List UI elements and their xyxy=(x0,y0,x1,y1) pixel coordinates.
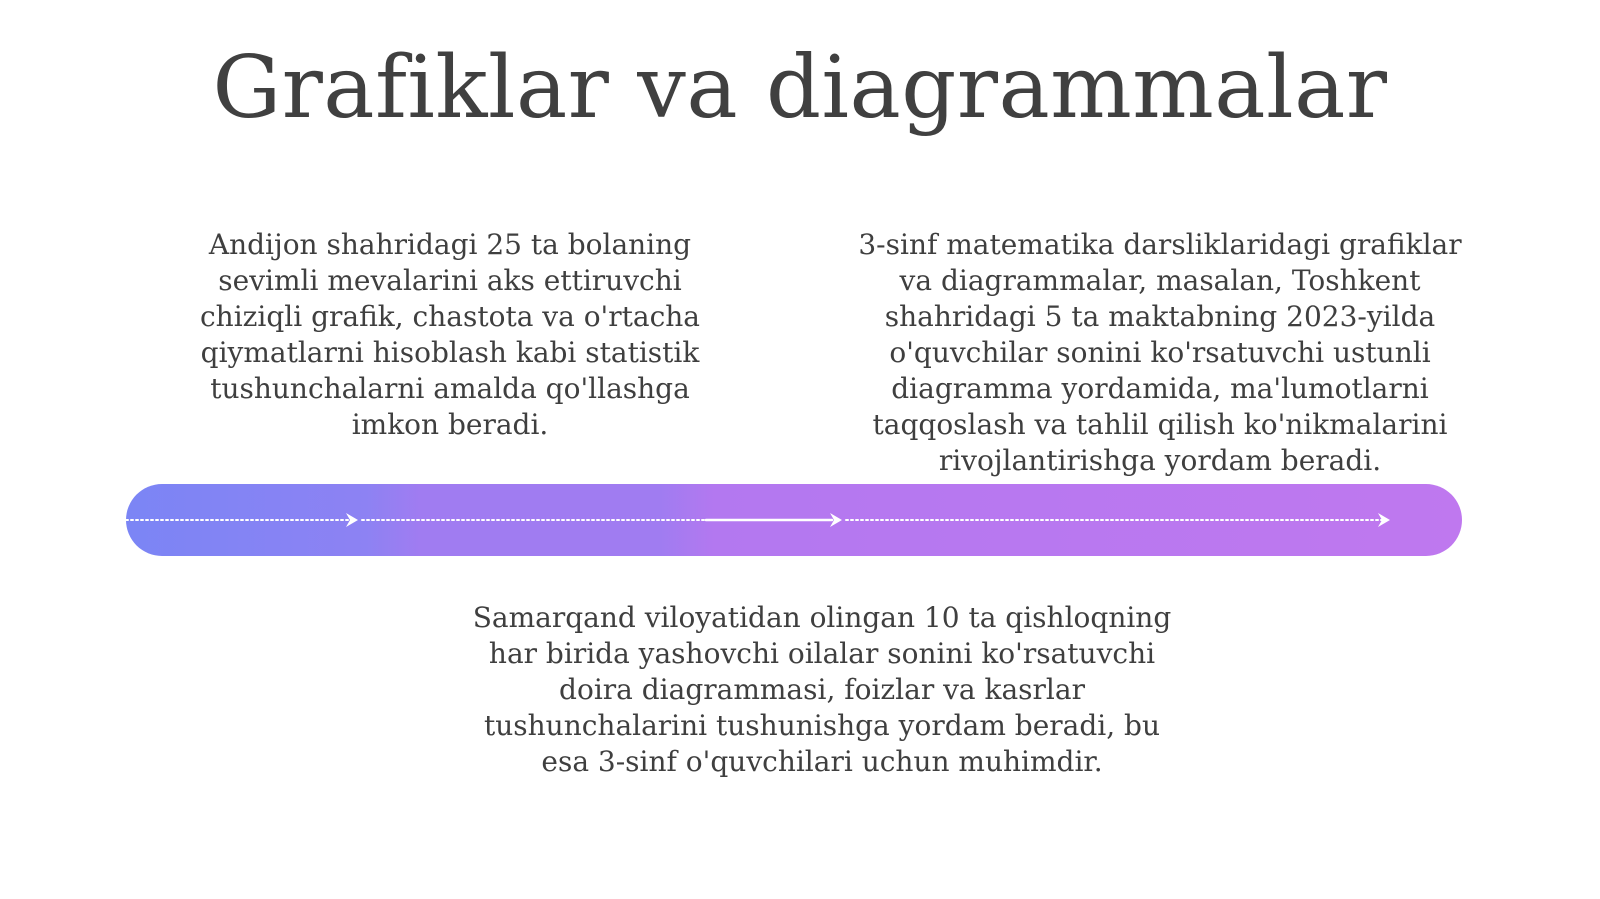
card-text-2: 3-sinf matematika darsliklaridagi grafiklar va diagrammalar, masalan, Toshkent shahridagi 5 ta maktabning 2023-yilda o'quvchilar sonini ko'rsatuvchi ustunli diagramma yordamida, ma'lumotlarni taqqoslash va tahlil qilish ko'nikmalarini rivojlantirishga yordam beradi. xyxy=(858,228,1462,477)
page-title: Grafiklar va diagrammalar xyxy=(212,38,1388,138)
card-text-3: Samarqand viloyatidan olingan 10 ta qishloqning har birida yashovchi oilalar sonini ko'rsatuvchi doira diagrammasi, foizlar va kasrlar tushunchalarini tushunishga yordam beradi, bu esa 3-sinf o'quvchilari uchun muhimdir. xyxy=(472,601,1172,778)
card-text-1: Andijon shahridagi 25 ta bolaning sevimli mevalarini aks ettiruvchi chiziqli grafik, chastota va o'rtacha qiymatlarni hisoblash kabi statistik tushunchalarni amalda qo'llashga imkon beradi. xyxy=(200,228,700,441)
timeline-bar xyxy=(126,484,1462,556)
timeline-graphic xyxy=(126,484,1462,556)
arrow-right-icon xyxy=(1378,513,1390,527)
